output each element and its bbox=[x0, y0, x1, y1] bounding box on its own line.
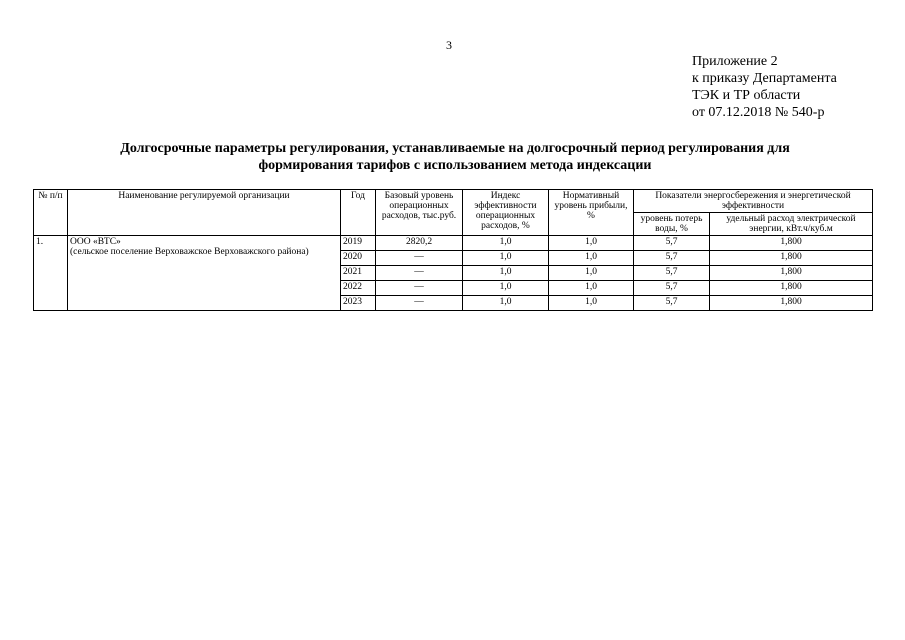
cell-year: 2023 bbox=[341, 296, 376, 311]
cell-efficiency-index: 1,0 bbox=[463, 266, 549, 281]
cell-profit: 1,0 bbox=[549, 251, 634, 266]
header-profit: Нормативный уровень прибыли, % bbox=[549, 190, 634, 236]
appendix-line: от 07.12.2018 № 540-р bbox=[692, 105, 825, 120]
title-line: формирования тарифов с использованием метода индексации bbox=[258, 158, 652, 173]
cell-profit: 1,0 bbox=[549, 266, 634, 281]
header-efficiency-index: Индекс эффективности операционных расходов, % bbox=[463, 190, 549, 236]
table-row bbox=[34, 236, 873, 251]
header-energy-consumption: удельный расход электрической энергии, кВт.ч/куб.м bbox=[710, 213, 873, 236]
cell-energy-consumption: 1,800 bbox=[710, 296, 873, 311]
cell-profit: 1,0 bbox=[549, 281, 634, 296]
header-year: Год bbox=[341, 190, 376, 236]
cell-profit: 1,0 bbox=[549, 236, 634, 251]
document-title bbox=[40, 140, 870, 174]
cell-base-cost: — bbox=[376, 251, 463, 266]
org-name: ООО «ВТС» bbox=[70, 237, 121, 247]
appendix-line: ТЭК и ТР области bbox=[692, 88, 801, 103]
cell-water-loss: 5,7 bbox=[634, 281, 710, 296]
page-number: 3 bbox=[446, 38, 452, 52]
cell-base-cost: — bbox=[376, 281, 463, 296]
appendix-line: Приложение 2 bbox=[692, 54, 778, 69]
cell-energy-consumption: 1,800 bbox=[710, 251, 873, 266]
cell-water-loss: 5,7 bbox=[634, 296, 710, 311]
cell-base-cost: 2820,2 bbox=[376, 236, 463, 251]
cell-efficiency-index: 1,0 bbox=[463, 281, 549, 296]
header-org: Наименование регулируемой организации bbox=[68, 190, 341, 236]
cell-year: 2021 bbox=[341, 266, 376, 281]
cell-efficiency-index: 1,0 bbox=[463, 236, 549, 251]
header-num: № п/п bbox=[34, 190, 68, 236]
regulation-parameters-table bbox=[33, 189, 873, 311]
cell-water-loss: 5,7 bbox=[634, 236, 710, 251]
cell-energy-consumption: 1,800 bbox=[710, 266, 873, 281]
cell-base-cost: — bbox=[376, 296, 463, 311]
org-cell bbox=[68, 236, 341, 311]
cell-year: 2019 bbox=[341, 236, 376, 251]
cell-efficiency-index: 1,0 bbox=[463, 296, 549, 311]
cell-water-loss: 5,7 bbox=[634, 251, 710, 266]
header-water-loss: уровень потерь воды, % bbox=[634, 213, 710, 236]
cell-profit: 1,0 bbox=[549, 296, 634, 311]
appendix-line: к приказу Департамента bbox=[692, 71, 837, 86]
cell-energy-consumption: 1,800 bbox=[710, 236, 873, 251]
header-base-cost: Базовый уровень операционных расходов, тыс.руб. bbox=[376, 190, 463, 236]
title-line: Долгосрочные параметры регулирования, устанавливаемые на долгосрочный период регулирования для bbox=[120, 141, 790, 156]
cell-year: 2022 bbox=[341, 281, 376, 296]
cell-base-cost: — bbox=[376, 266, 463, 281]
cell-energy-consumption: 1,800 bbox=[710, 281, 873, 296]
header-energy-group: Показатели энергосбережения и энергетической эффективности bbox=[634, 190, 873, 213]
table-header-row bbox=[34, 190, 873, 213]
org-note: (сельское поселение Верховажское Верховажского района) bbox=[70, 247, 309, 257]
cell-year: 2020 bbox=[341, 251, 376, 266]
appendix-reference bbox=[692, 53, 837, 121]
org-number: 1. bbox=[34, 236, 68, 311]
cell-water-loss: 5,7 bbox=[634, 266, 710, 281]
cell-efficiency-index: 1,0 bbox=[463, 251, 549, 266]
